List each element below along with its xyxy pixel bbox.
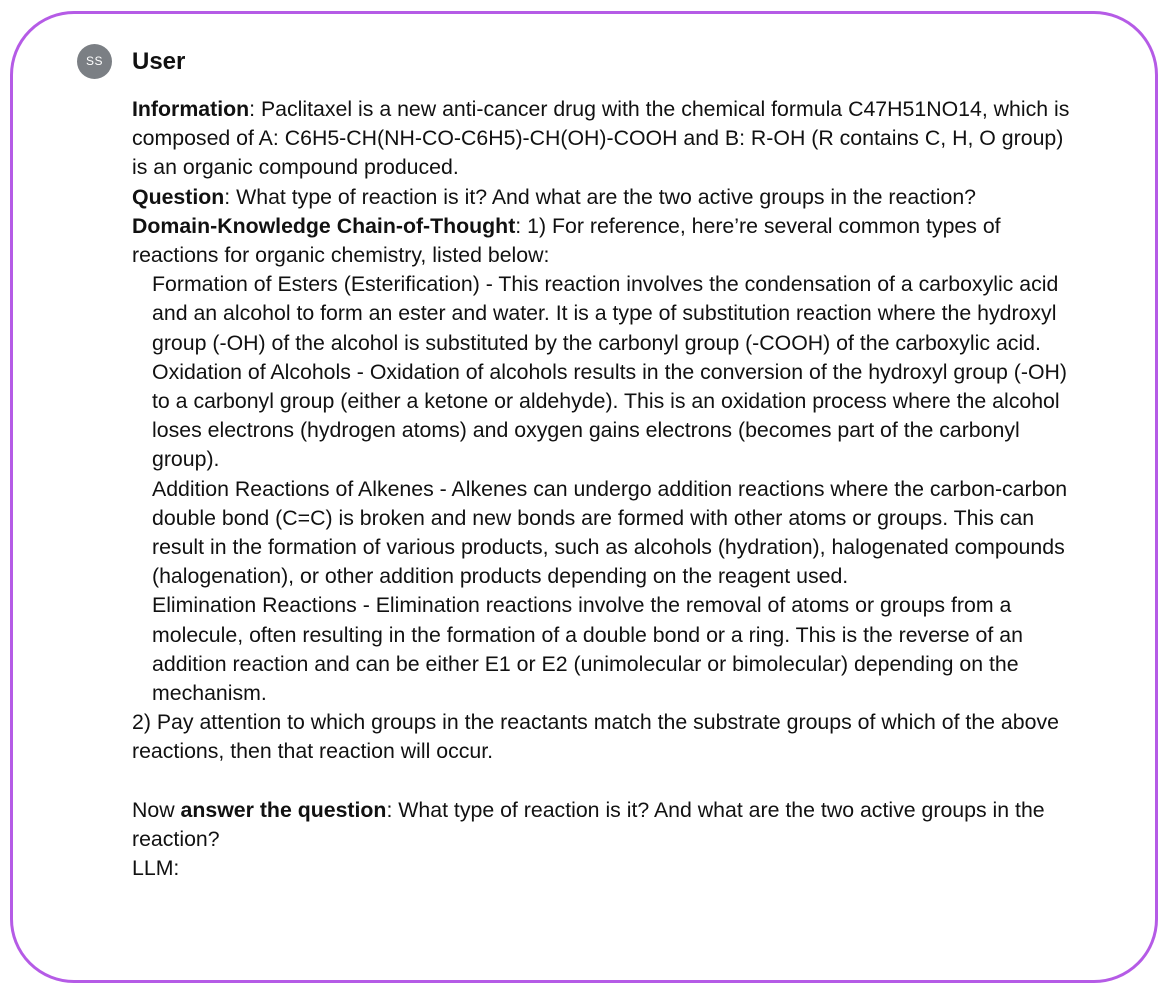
answer-label: answer the question — [180, 797, 387, 822]
question-paragraph — [132, 183, 1072, 212]
reaction-elimination: Elimination Reactions - Elimination reactions involve the removal of atoms or groups from a molecule, often resulting in the formation of a double bond or a ring. This is the reverse of an addition reaction and can be either E1 or E2 (unimolecular or bimolecular) depending on the mechanism. — [152, 593, 1023, 706]
spacer — [132, 767, 1072, 796]
information-paragraph — [132, 95, 1072, 183]
cot-intro: : 1) For reference, here’re several common types of reactions for organic chemistry, listed below: — [132, 213, 1001, 268]
question-text: : What type of reaction is it? And what are the two active groups in the reaction? — [224, 184, 977, 209]
reaction-oxidation: Oxidation of Alcohols - Oxidation of alcohols results in the conversion of the hydroxyl group (-OH) to a carbonyl group (either a ketone or aldehyde). This is an oxidation process where the alcohol loses electrons (hydrogen atoms) and oxygen gains electrons (becomes part of the carbonyl group). — [152, 359, 1068, 472]
step-2: 2) Pay attention to which groups in the reactants match the substrate groups of which of the above reactions, then that reaction will occur. — [132, 710, 1059, 764]
avatar: SS — [77, 44, 112, 79]
reaction-addition: Addition Reactions of Alkenes - Alkenes can undergo addition reactions where the carbon-carbon double bond (C=C) is broken and new bonds are formed with other atoms or groups. This can result in the formation of various products, such as alcohols (hydration), halogenated compounds (halogenation), or other addition products depending on the reagent used. — [152, 476, 1068, 589]
answer-prefix: Now — [132, 797, 181, 822]
cot-label: Domain-Knowledge Chain-of-Thought — [132, 213, 516, 238]
llm-label: LLM: — [132, 856, 180, 881]
question-label: Question — [132, 184, 225, 209]
information-text: : Paclitaxel is a new anti-cancer drug with the chemical formula C47H51NO14, which is composed of A: C6H5-CH(NH-CO-C6H5)-CH(OH)-COOH and B: R-OH (R contains C, H, O group) is an organic compound produced. — [132, 97, 1070, 180]
message-body — [132, 95, 1072, 883]
answer-paragraph — [132, 796, 1072, 854]
user-name: User — [132, 48, 186, 75]
answer-text: : What type of reaction is it? And what are the two active groups in the reaction? — [132, 797, 1045, 852]
cot-paragraph — [132, 212, 1072, 270]
information-label: Information — [132, 97, 250, 121]
reaction-esterification: Formation of Esters (Esterification) - This reaction involves the condensation of a carboxylic acid and an alcohol to form an ester and water. It is a type of substitution reaction where the hydroxyl group (-OH) of the alcohol is substituted by the carbonyl group (-COOH) of the carboxylic acid. — [152, 272, 1059, 355]
